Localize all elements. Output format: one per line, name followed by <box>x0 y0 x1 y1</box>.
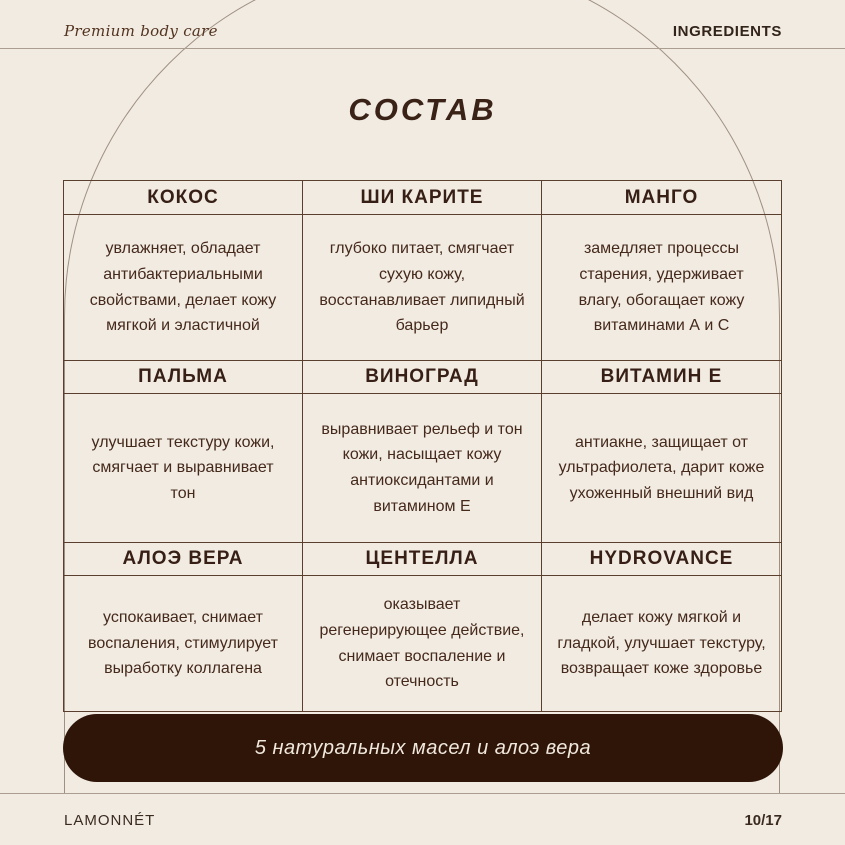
footer-divider <box>0 793 845 794</box>
desc-cell-vitamin-e: антиакне, защищает от ультрафиолета, дарит коже ухоженный внешний вид <box>542 394 781 543</box>
desc-cell-aloe-vera: успокаивает, снимает воспаления, стимулирует выработку коллагена <box>64 576 303 711</box>
page-title: СОСТАВ <box>348 92 497 127</box>
brand-name: LAMONNÉT <box>64 812 156 829</box>
header-cell-mango: МАНГО <box>542 181 781 215</box>
header-tagline: Premium body care <box>64 22 218 40</box>
ingredients-table <box>63 180 782 712</box>
header-cell-centella: ЦЕНТЕЛЛА <box>303 543 542 576</box>
header-cell-palma: ПАЛЬМА <box>64 361 303 394</box>
header-cell-vitamin-e: ВИТАМИН Е <box>542 361 781 394</box>
header-cell-vinograd: ВИНОГРАД <box>303 361 542 394</box>
desc-cell-palma: улучшает текстуру кожи, смягчает и выравнивает тон <box>64 394 303 543</box>
desc-cell-centella: оказывает регенерирующее действие, снимает воспаление и отечность <box>303 576 542 711</box>
desc-cell-shi-karite: глубоко питает, смягчает сухую кожу, восстанавливает липидный барьер <box>303 215 542 361</box>
header-divider <box>0 48 845 49</box>
header-cell-aloe-vera: АЛОЭ ВЕРА <box>64 543 303 576</box>
banner-pill <box>63 714 783 782</box>
desc-cell-hydrovance: делает кожу мягкой и гладкой, улучшает текстуру, возвращает коже здоровье <box>557 609 766 678</box>
header-cell-kokos: КОКОС <box>64 181 303 215</box>
page-number: 10/17 <box>744 812 782 829</box>
desc-cell-mango: замедляет процессы старения, удерживает влагу, обогащает кожу витаминами А и С <box>542 215 781 361</box>
header-cell-shi-karite: ШИ КАРИТЕ <box>303 181 542 215</box>
ingredients-label: INGREDIENTS <box>672 23 782 40</box>
banner-text: 5 натуральных масел и алоэ вера <box>254 736 592 759</box>
header-cell-hydrovance: HYDROVANCE <box>542 543 781 576</box>
desc-cell-vinograd: выравнивает рельеф и тон кожи, насыщает кожу антиоксидантами и витамином Е <box>303 394 542 543</box>
desc-cell-kokos: увлажняет, обладает антибактериальными свойствами, делает кожу мягкой и эластичной <box>64 215 303 361</box>
